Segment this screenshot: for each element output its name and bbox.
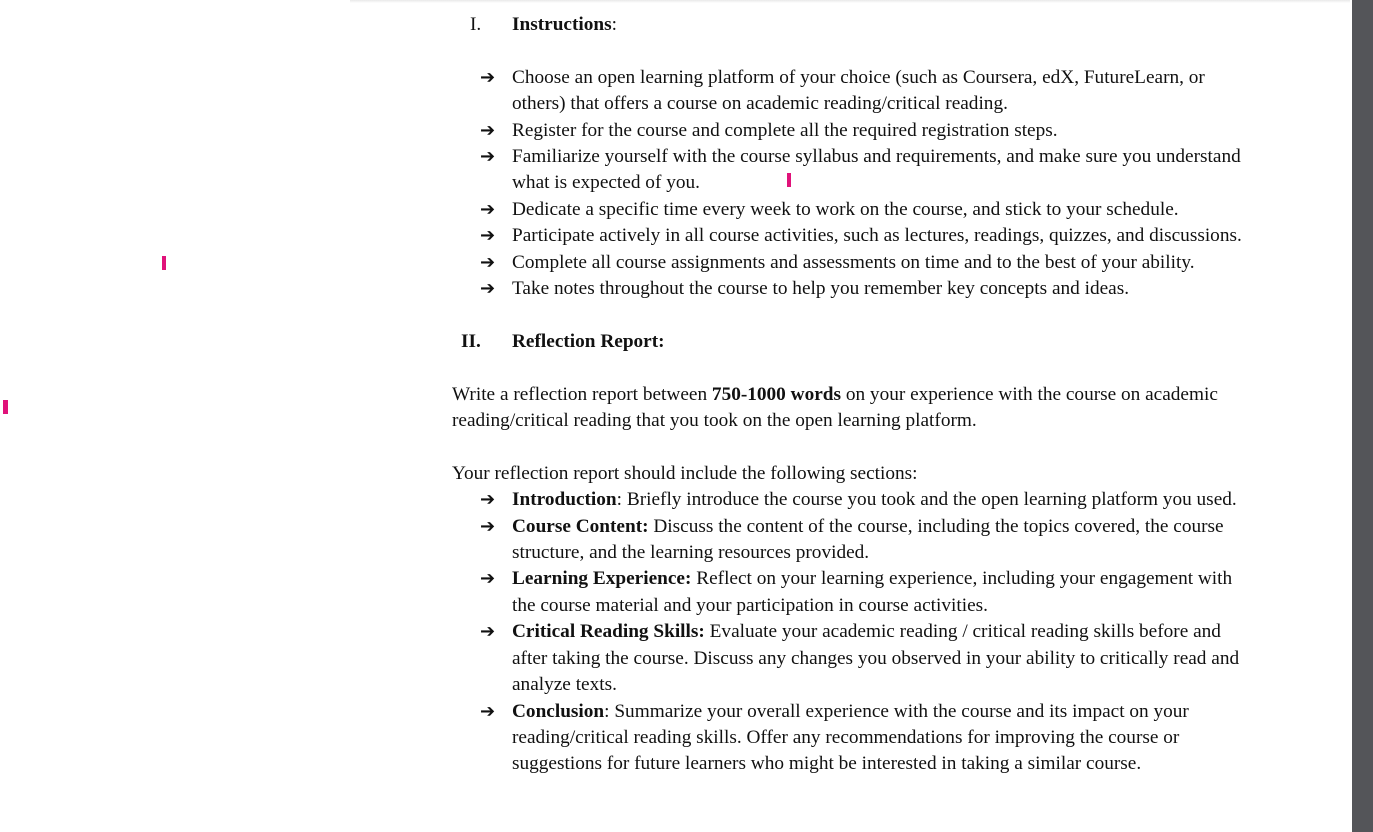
annotation-marker (3, 400, 8, 414)
page-top-edge (350, 0, 1350, 3)
list-item: ➔ Register for the course and complete all the required registration steps. (452, 118, 1242, 144)
word-count-requirement: 750-1000 words (711, 383, 841, 405)
report-sections-list (452, 487, 1242, 777)
document-page (452, 12, 1242, 778)
list-item: ➔ Introduction: Briefly introduce the course you took and the open learning platform you used. (452, 487, 1242, 513)
list-item: ➔ Participate actively in all course activities, such as lectures, readings, quizzes, and discussions. (452, 223, 1242, 249)
list-item: ➔ Learning Experience: Reflect on your learning experience, including your engagement with the course material and your participation in course activities. (480, 568, 1233, 616)
arrow-icon: ➔ (480, 66, 496, 88)
arrow-icon: ➔ (480, 621, 496, 643)
arrow-icon: ➔ (480, 225, 496, 247)
sections-intro-paragraph: Your reflection report should include the following sections: (452, 462, 918, 484)
arrow-icon: ➔ (480, 198, 496, 220)
section-heading-reflection (452, 329, 1242, 355)
list-item: ➔ Choose an open learning platform of your choice (such as Coursera, edX, FutureLearn, or others) that offers a course on academic reading/critical reading. (480, 66, 1205, 115)
arrow-icon: ➔ (480, 278, 496, 300)
reflection-intro-paragraph: Write a reflection report between 750-1000 words on your experience with the course on academic reading/critical reading that you took on the open learning platform. (452, 383, 1218, 432)
section-numeral: II. (461, 330, 481, 352)
arrow-icon: ➔ (480, 489, 496, 511)
arrow-icon: ➔ (480, 119, 496, 141)
arrow-icon: ➔ (480, 568, 496, 590)
list-item: ➔ Conclusion: Summarize your overall experience with the course and its impact on your reading/critical reading skills. Offer any recommendations for improving the course or suggestions for future learners who might be interested in taking a similar course. (480, 700, 1189, 775)
list-item: ➔ Course Content: Discuss the content of the course, including the topics covered, the course structure, and the learning resources provided. (480, 515, 1224, 564)
arrow-icon: ➔ (480, 515, 496, 537)
list-item: ➔ Critical Reading Skills: Evaluate your academic reading / critical reading skills before and after taking the course. Discuss any changes you observed in your ability to critically read and analyze texts. (480, 621, 1240, 696)
list-item: ➔ Take notes throughout the course to help you remember key concepts and ideas. (452, 276, 1242, 302)
list-item: ➔ Dedicate a specific time every week to work on the course, and stick to your schedule. (452, 197, 1242, 223)
annotation-marker (162, 256, 166, 270)
section-title-suffix: : (611, 14, 617, 35)
instructions-list (452, 65, 1242, 303)
arrow-icon: ➔ (480, 251, 496, 273)
list-item: ➔ Complete all course assignments and assessments on time and to the best of your ability. (452, 250, 1242, 276)
section-numeral: I. (470, 14, 482, 35)
list-item: ➔ Familiarize yourself with the course syllabus and requirements, and make sure you understand what is expected of you. (480, 146, 1241, 194)
section-title: Reflection Report: (512, 330, 665, 352)
section-title: Instructions (512, 14, 612, 35)
arrow-icon: ➔ (480, 700, 496, 722)
vertical-scrollbar[interactable] (1352, 0, 1373, 832)
arrow-icon: ➔ (480, 146, 496, 168)
section-heading-instructions (452, 12, 1242, 38)
